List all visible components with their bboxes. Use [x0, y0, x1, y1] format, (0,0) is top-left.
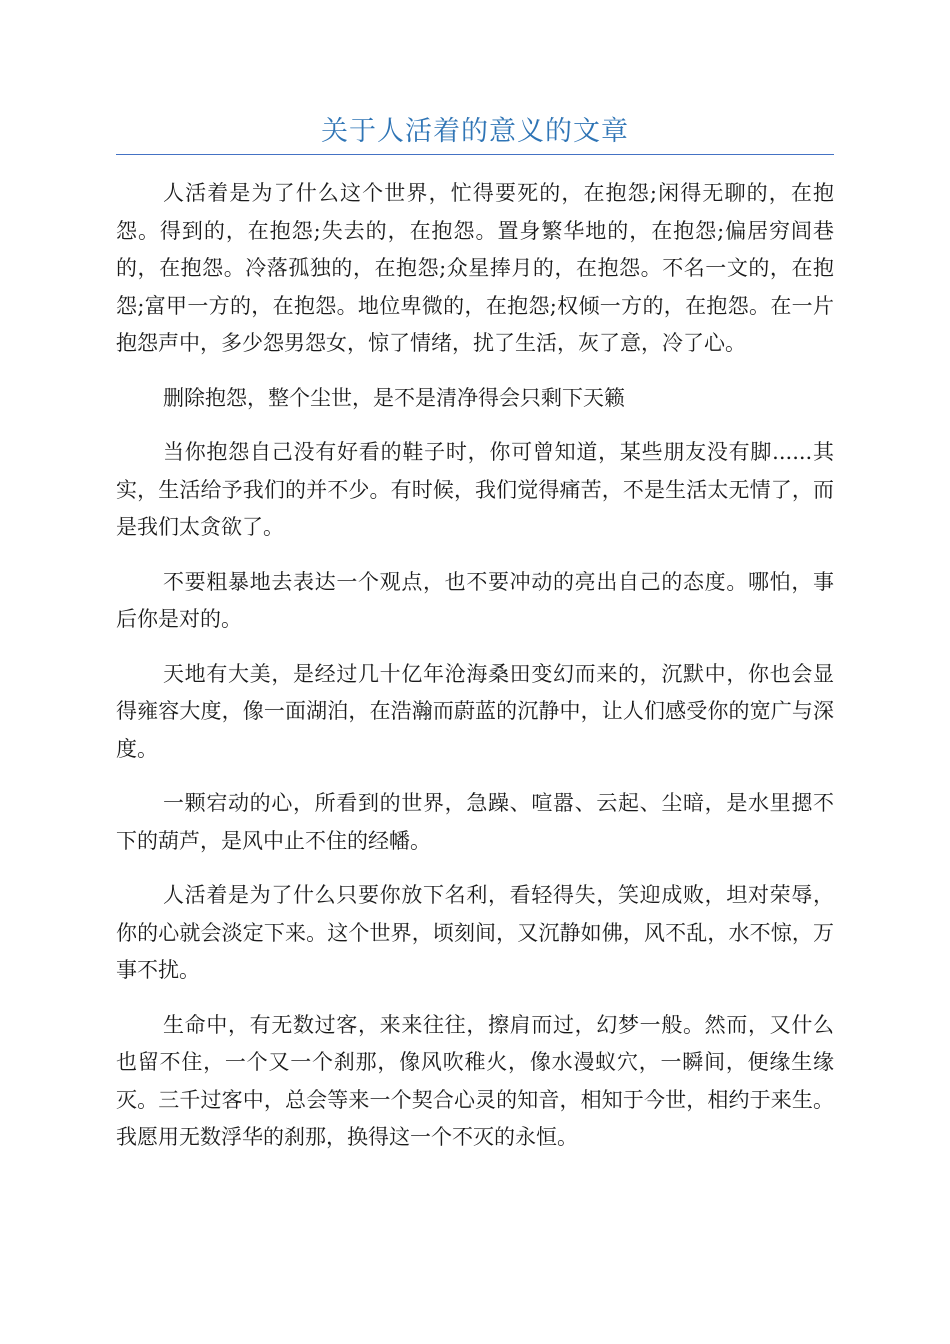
paragraph: 人活着是为了什么只要你放下名利，看轻得失，笑迎成败，坦对荣辱，你的心就会淡定下来。这个世界，顷刻间，又沉静如佛，风不乱，水不惊，万事不扰。 — [116, 883, 834, 982]
title-underline — [116, 154, 834, 155]
paragraph: 天地有大美，是经过几十亿年沧海桑田变幻而来的，沉默中，你也会显得雍容大度，像一面湖泊，在浩瀚而蔚蓝的沉静中，让人们感受你的宽广与深度。 — [116, 661, 834, 761]
paragraph: 删除抱怨，整个尘世，是不是清净得会只剩下天籁 — [163, 385, 625, 410]
paragraph: 生命中，有无数过客，来来往往，擦肩而过，幻梦一般。然而，又什么也留不住，一个又一个刹那，像风吹稚火，像水漫蚁穴，一瞬间，便缘生缘灭。三千过客中，总会等来一个契合心灵的知音，相知于今世，相约于来生。我愿用无数浮华的刹那，换得这一个不灭的永恒。 — [116, 1012, 834, 1149]
paragraph: 一颗宕动的心，所看到的世界，急躁、喧嚣、云起、尘暗，是水里摁不下的葫芦，是风中止不住的经幡。 — [116, 791, 834, 853]
paragraph: 不要粗暴地去表达一个观点，也不要冲动的亮出自己的态度。哪怕，事后你是对的。 — [116, 569, 834, 631]
document-title: 关于人活着的意义的文章 — [321, 116, 629, 147]
paragraph: 人活着是为了什么这个世界，忙得要死的，在抱怨;闲得无聊的，在抱怨。得到的，在抱怨;失去的，在抱怨。置身繁华地的，在抱怨;偏居穷闾巷的，在抱怨。冷落孤独的，在抱怨;众星捧月的，在抱怨。不名一文的，在抱怨;富甲一方的，在抱怨。地位卑微的，在抱怨;权倾一方的，在抱怨。在一片抱怨声中，多少怨男怨女，惊了情绪，扰了生活，灰了意，冷了心。 — [116, 181, 834, 355]
document-body — [116, 175, 834, 1174]
paragraph: 当你抱怨自己没有好看的鞋子时，你可曾知道，某些朋友没有脚......其实，生活给予我们的并不少。有时候，我们觉得痛苦，不是生活太无情了，而是我们太贪欲了。 — [116, 440, 834, 539]
